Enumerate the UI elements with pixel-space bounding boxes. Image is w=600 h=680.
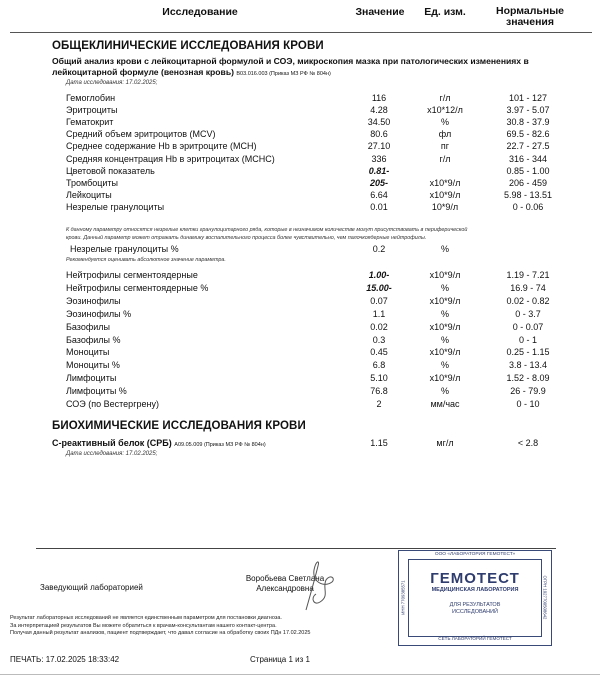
test-value: 76.8 (370, 386, 388, 397)
result-row (0, 166, 600, 179)
stamp-subtitle: МЕДИЦИНСКАЯ ЛАБОРАТОРИЯ (431, 587, 519, 593)
disclaimer-line1: Результат лабораторных исследований не является единственным параметром для постановки диагноза. (10, 615, 282, 621)
result-row (0, 129, 600, 142)
test-norm: 101 - 127 (508, 93, 548, 103)
test-value: 1.00- (368, 270, 390, 280)
result-row (0, 190, 600, 203)
disclaimer-line2: За интерпретацией результатов Вы можете обратиться к врачам-консультантам нашего контакт-центра. (10, 622, 277, 629)
test-value: 6.64 (370, 189, 388, 200)
test-name: Гемоглобин (66, 93, 116, 103)
test-value: 0.2 (372, 244, 386, 254)
test-unit: x10*9/л (429, 189, 461, 200)
result-row (0, 386, 600, 399)
test-norm: 26 - 79.9 (510, 386, 546, 397)
test-name: Базофилы (66, 321, 110, 332)
test-value: 1.1 (372, 308, 386, 319)
test-name: Незрелые гранулоциты % (70, 244, 179, 254)
test-unit: % (440, 244, 449, 254)
signature-name-line2: Александровна (256, 584, 314, 593)
test-norm: 69.5 - 82.6 (506, 129, 550, 140)
test-unit: % (440, 334, 449, 345)
result-row (0, 373, 600, 386)
result-row (0, 309, 600, 322)
stamp-inn: ИНН 7709385571 (400, 580, 406, 615)
crp-code: A09.05.009 (Приказ МЗ РФ № 804н) (174, 442, 266, 448)
test-value: 0.01 (370, 201, 388, 212)
test-unit: % (440, 282, 449, 293)
test-code: B03.016.003 (Приказ МЗ РФ № 804н) (236, 70, 331, 77)
footer-divider (36, 548, 556, 549)
result-row (0, 141, 600, 154)
stamp-bottom-text: СЕТЬ ЛАБОРАТОРИЙ ГЕМОТЕСТ (438, 636, 512, 641)
test-date: Дата исследования: 17.02.2025; (66, 80, 158, 86)
test-norm: 22.7 - 27.5 (506, 141, 550, 152)
test-value: 5.10 (370, 373, 388, 384)
test-name: Средний объем эритроцитов (MCV) (66, 129, 216, 140)
stamp-top-text: ООО «ЛАБОРАТОРИЯ ГЕМОТЕСТ» (434, 552, 516, 557)
note-absolute-value: Рекомендуется оценивать абсолютное значение параметра. (66, 257, 226, 263)
test-name: Тромбоциты (66, 177, 119, 188)
test-name: Моноциты (66, 347, 110, 358)
test-value: 27.10 (367, 141, 391, 152)
header-unit: Ед. изм. (424, 6, 466, 18)
test-name: Незрелые гранулоциты (66, 201, 165, 212)
test-norm: 3.97 - 5.07 (506, 105, 550, 116)
result-row (0, 360, 600, 373)
test-value: 6.8 (372, 360, 386, 371)
test-title-line1: Общий анализ крови с лейкоцитарной формулой и СОЭ, микроскопия мазка при патологических изменениях в (52, 56, 529, 66)
test-norm: 0.85 - 1.00 (506, 165, 550, 176)
test-value: 205- (369, 177, 388, 188)
test-value: 0.02 (370, 321, 388, 332)
signature-name-line1: Воробьева Светлана (245, 574, 325, 583)
bottom-divider (0, 674, 600, 675)
test-norm: 3.8 - 13.4 (508, 360, 548, 371)
test-name: Средняя концентрация Hb в эритроцитах (MCHC) (66, 153, 275, 164)
header-divider (10, 32, 592, 33)
crp-value: 1.15 (370, 438, 388, 448)
test-norm: 0.25 - 1.15 (506, 347, 550, 358)
test-unit: % (440, 386, 449, 397)
test-value: 0.45 (370, 347, 388, 358)
header-normal-line2: значения (506, 16, 554, 28)
test-unit: % (440, 360, 449, 371)
test-norm: 0 - 3.7 (515, 308, 541, 319)
test-unit: 10*9/л (431, 201, 459, 212)
stamp-purpose-line2: ИССЛЕДОВАНИЙ (451, 609, 499, 615)
test-name: Эозинофилы (66, 295, 121, 306)
test-norm: 0 - 10 (516, 399, 540, 409)
result-row (0, 296, 600, 309)
note-line1: К данному параметру относятся незрелые клетки гранулоцитарного ряда, которые в незначимом количестве могут присутствовать в периферической (66, 227, 468, 233)
test-norm: 1.52 - 8.09 (506, 373, 550, 384)
page-info: Страница 1 из 1 (250, 655, 310, 664)
test-value: 15.00- (366, 282, 392, 293)
test-norm: 16.9 - 74 (510, 282, 546, 293)
test-name: Лимфоциты % (66, 386, 127, 397)
test-norm: 316 - 344 (508, 153, 548, 164)
result-row (0, 154, 600, 167)
crp-norm: < 2.8 (517, 438, 539, 448)
header-investigation: Исследование (162, 6, 238, 18)
handwritten-signature (296, 556, 342, 614)
signature-role: Заведующий лабораторией (40, 583, 143, 592)
stamp-purpose (408, 602, 542, 616)
note-immature-granulocytes (66, 227, 586, 242)
test-norm: 0 - 0.07 (512, 321, 544, 332)
test-title-line2: лейкоцитарной формуле (венозная кровь) B03.016.003 (Приказ МЗ РФ № 804н) (52, 66, 331, 77)
test-value: 2 (376, 399, 382, 409)
test-name: СОЭ (по Вестергрену) (66, 399, 159, 409)
test-value: 0.81- (368, 165, 390, 176)
header-normal-values (490, 6, 570, 28)
section-title-biochemical: БИОХИМИЧЕСКИЕ ИССЛЕДОВАНИЯ КРОВИ (52, 420, 306, 432)
test-name: Лимфоциты (66, 373, 117, 384)
test-value: 336 (371, 153, 387, 164)
test-unit: x10*9/л (429, 295, 461, 306)
stamp-ogrn: ОГРН 1027700508642 (542, 575, 548, 620)
test-unit: фл (438, 129, 452, 140)
test-norm: 0.02 - 0.82 (506, 295, 550, 306)
stamp-brand: ГЕМОТЕСТ (430, 570, 520, 587)
test-norm: 30.8 - 37.9 (506, 117, 550, 128)
test-value: 80.6 (370, 129, 388, 140)
test-norm: 1.19 - 7.21 (506, 270, 550, 280)
test-unit: г/л (439, 153, 451, 164)
test-value: 34.50 (367, 117, 391, 128)
crp-unit: мг/л (436, 438, 454, 448)
test-unit: x10*9/л (429, 373, 461, 384)
disclaimer (10, 615, 430, 638)
test-unit: % (440, 308, 449, 319)
test-value: 116 (371, 93, 387, 103)
test-name: Гематокрит (66, 117, 114, 128)
test-unit: x10*12/л (427, 105, 463, 116)
header-normal-line1: Нормальные (495, 5, 564, 17)
result-row (0, 283, 600, 296)
test-name: Среднее содержание Hb в эритроците (MCH) (66, 141, 257, 152)
result-row-crp (0, 438, 600, 451)
test-norm: 206 - 459 (508, 177, 548, 188)
crp-name: С-реактивный белок (СРБ) A09.05.009 (Приказ МЗ РФ № 804н) (52, 438, 266, 448)
result-row (0, 117, 600, 130)
test-name: Моноциты % (66, 360, 120, 371)
test-value: 0.3 (372, 334, 386, 345)
test-unit: x10*9/л (429, 321, 461, 332)
note-line2: крови. Данный параметр может отражать динамику воспалительного процесса более чувствительно, чем палочкоядерные нейтрофилы. (66, 234, 427, 241)
header-value: Значение (355, 6, 405, 18)
result-row-immature-granulocytes-pct (0, 244, 600, 257)
test-norm: 0 - 1 (518, 334, 537, 345)
result-row (0, 322, 600, 335)
test-unit: x10*9/л (429, 270, 461, 280)
test-norm: 0 - 0.06 (512, 201, 544, 212)
test-name: Лейкоциты (66, 189, 112, 200)
test-unit: г/л (439, 93, 451, 103)
section-title-general: ОБЩЕКЛИНИЧЕСКИЕ ИССЛЕДОВАНИЯ КРОВИ (52, 40, 324, 52)
test-unit: x10*9/л (429, 177, 461, 188)
test-title (52, 56, 592, 79)
test-name: Цветовой показатель (66, 165, 155, 176)
test-name: Нейтрофилы сегментоядерные % (66, 282, 209, 293)
test-norm: 5.98 - 13.51 (503, 189, 553, 200)
result-row (0, 202, 600, 215)
test-value: 4.28 (370, 105, 388, 116)
test-name: Эритроциты (66, 105, 118, 116)
test-name: Базофилы % (66, 334, 121, 345)
result-row (0, 270, 600, 283)
result-row (0, 399, 600, 412)
test-unit: x10*9/л (429, 347, 461, 358)
result-row (0, 335, 600, 348)
test-name: Нейтрофилы сегментоядерные (66, 270, 198, 280)
crp-date: Дата исследования: 17.02.2025; (66, 451, 158, 457)
result-row (0, 347, 600, 360)
test-name: Эозинофилы % (66, 308, 132, 319)
print-info: ПЕЧАТЬ: 17.02.2025 18:33:42 (10, 655, 120, 664)
test-unit: % (440, 117, 449, 128)
result-row (0, 105, 600, 118)
disclaimer-line3: Получая данный результат анализов, пациент подтверждает, что давал согласие на обработку своих ПДн 17.02.2025 (10, 630, 311, 636)
result-row (0, 178, 600, 191)
test-value: 0.07 (370, 295, 388, 306)
test-unit: мм/час (430, 399, 460, 409)
result-row (0, 93, 600, 106)
test-unit: пг (440, 141, 450, 152)
stamp-purpose-line1: ДЛЯ РЕЗУЛЬТАТОВ (449, 602, 501, 608)
